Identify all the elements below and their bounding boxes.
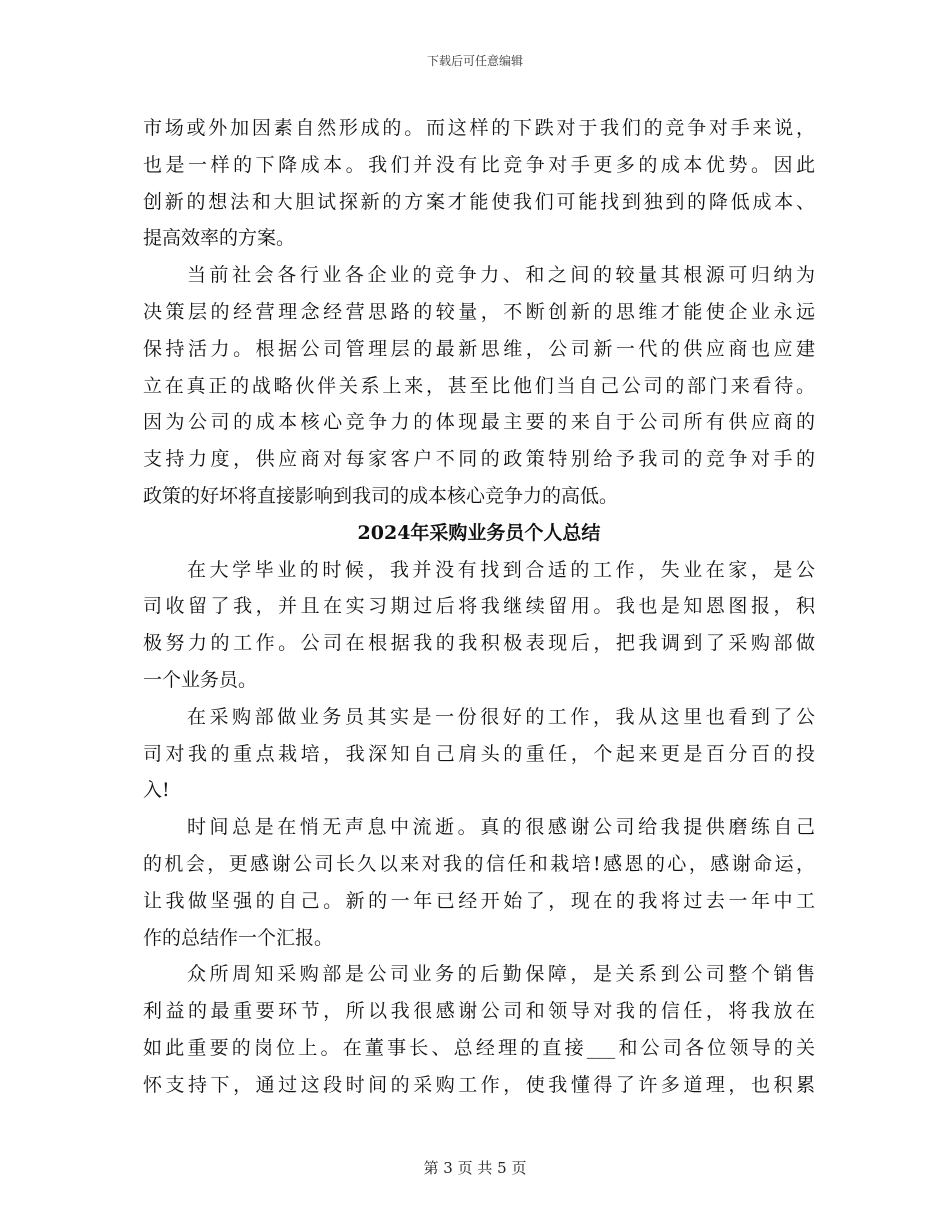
text-line: 在采购部做业务员其实是一份很好的工作，我从这里也看到了公	[187, 705, 815, 728]
section-title: 2024年采购业务员个人总结	[357, 521, 601, 544]
text-line: 市场或外加因素自然形成的。而这样的下跌对于我们的竞争对手来说，	[143, 117, 815, 139]
text-line: 也是一样的下降成本。我们并没有比竞争对手更多的成本优势。因此	[143, 153, 815, 176]
text-line: 决策层的经营理念经营思路的较量，不断创新的思维才能使企业永远	[143, 300, 815, 323]
document-body	[143, 110, 815, 1104]
text-line: 立在真正的战略伙伴关系上来，甚至比他们当自己公司的部门来看待。	[143, 374, 815, 397]
text-line: 司收留了我，并且在实习期过后将我继续留用。我也是知恩图报，积	[143, 595, 815, 618]
text-line: 让我做坚强的自己。新的一年已经开始了，现在的我将过去一年中工	[143, 889, 815, 912]
text-line: 创新的想法和大胆试探新的方案才能使我们可能找到独到的降低成本、	[143, 190, 815, 213]
page-footer: 第 3 页 共 5 页	[423, 1159, 527, 1177]
text-line: 在大学毕业的时候，我并没有找到合适的工作，失业在家，是公	[187, 558, 815, 581]
text-line: 入!	[143, 779, 170, 802]
text-line: 提高效率的方案。	[143, 227, 296, 250]
text-line: 时间总是在悄无声息中流逝。真的很感谢公司给我提供磨练自己	[187, 816, 815, 839]
text-line: 的机会，更感谢公司长久以来对我的信任和栽培!感恩的心，感谢命运，	[143, 852, 815, 875]
text-line: 因为公司的成本核心竞争力的体现最主要的来自于公司所有供应商的	[143, 411, 815, 434]
text-line: 支持力度，供应商对每家客户不同的政策特别给予我司的竞争对手的	[143, 448, 815, 471]
text-line: 如此重要的岗位上。在董事长、总经理的直接___和公司各位领导的关	[143, 1036, 815, 1059]
text-line: 当前社会各行业各企业的竞争力、和之间的较量其根源可归纳为	[187, 264, 815, 287]
text-line: 一个业务员。	[143, 668, 258, 691]
text-line: 怀支持下，通过这段时间的采购工作，使我懂得了许多道理，也积累	[143, 1073, 815, 1096]
text-line: 极努力的工作。公司在根据我的我积极表现后，把我调到了采购部做	[143, 632, 815, 655]
text-line: 保持活力。根据公司管理层的最新思维，公司新一代的供应商也应建	[143, 337, 815, 360]
text-line: 众所周知采购部是公司业务的后勤保障，是关系到公司整个销售	[187, 963, 815, 986]
text-line: 作的总结作一个汇报。	[143, 926, 334, 949]
text-line: 司对我的重点栽培，我深知自己肩头的重任，个起来更是百分百的投	[143, 742, 815, 765]
page-header: 下载后可任意编辑	[426, 54, 523, 68]
text-line: 利益的最重要环节，所以我很感谢公司和领导对我的信任，将我放在	[143, 1000, 815, 1023]
text-line: 政策的好坏将直接影响到我司的成本核心竞争力的高低。	[143, 484, 619, 507]
